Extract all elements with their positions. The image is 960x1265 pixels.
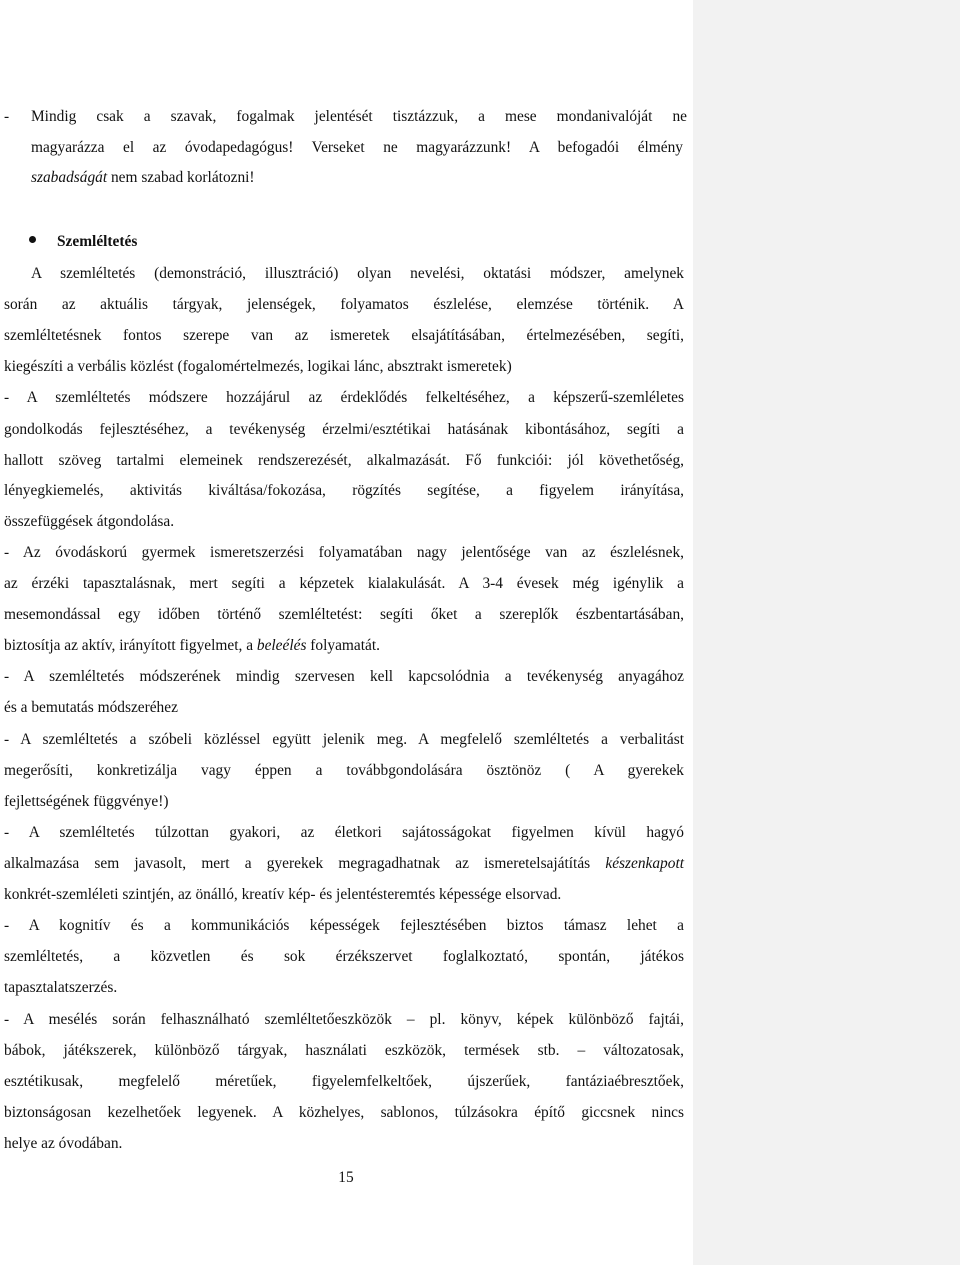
body-line: összefüggések átgondolása. [4, 513, 175, 530]
body-line: hallott szöveg tartalmi elemeinek rendszerezését, alkalmazását. Fő funkciói: jól követhetőség, [4, 452, 684, 469]
body-line: konkrét-szemléleti szintjén, az önálló, kreatív kép- és jelentésteremtés képessége elsorvad. [4, 886, 562, 903]
intro-emphasis: szabadságát [31, 169, 108, 186]
intro-line-3 [31, 168, 711, 188]
body-line: - A szemléltetés a szóbeli közléssel együtt jelenik meg. A megfelelő szemléltetés a verbalitást [4, 731, 684, 748]
section-heading: Szemléltetés [57, 233, 138, 250]
body-line: A szemléltetés (demonstráció, illusztráció) olyan nevelési, oktatási módszer, amelynek [31, 265, 684, 282]
body-line: az érzéki tapasztalásnak, mert segíti a képzetek kialakulását. A 3-4 évesek még igénylik a [4, 575, 684, 592]
page-number: 15 [338, 1169, 354, 1186]
body-line: - A szemléltetés módszerének mindig szervesen kell kapcsolódnia a tevékenység anyagához [4, 668, 684, 685]
body-line: - A szemléltetés túlzottan gyakori, az életkori sajátosságokat figyelmen kívül hagyó [4, 824, 684, 841]
body-line: szemléltetés, a közvetlen és sok érzékszervet foglalkoztató, spontán, játékos [4, 948, 684, 965]
bullet-icon [29, 236, 36, 243]
body-line: fejlettségének függvénye!) [4, 793, 169, 810]
body-line: megerősíti, konkretizálja vagy éppen a továbbgondolására ösztönöz ( A gyerekek [4, 762, 684, 779]
body-line: bábok, játékszerek, különböző tárgyak, használati eszközök, termések stb. – változatosak, [4, 1042, 684, 1059]
intro-text-3: nem szabad korlátozni! [107, 169, 255, 186]
body-line: szemléltetésnek fontos szerepe van az ismeretek elsajátításában, értelmezésében, segíti, [4, 327, 684, 344]
body-line: tapasztalatszerzés. [4, 979, 118, 996]
intro-text-1: Mindig csak a szavak, fogalmak jelentését tisztázzuk, a mese mondanivalóját ne [31, 108, 687, 125]
comment-margin [693, 0, 960, 1265]
body-line: lényegkiemelés, aktivitás kiváltása/fokozása, rögzítés segítése, a figyelem irányítása, [4, 482, 684, 499]
body-line: során az aktuális tárgyak, jelenségek, folyamatos észlelése, elemzése történik. A [4, 296, 684, 313]
body-line: - Az óvodáskorú gyermek ismeretszerzési folyamatában nagy jelentősége van az észlelésnek, [4, 544, 684, 561]
body-line: - A szemléltetés módszere hozzájárul az érdeklődés felkeltéséhez, a képszerű-szemléletes [4, 389, 684, 406]
body-text: biztosítja az aktív, irányított figyelmet, a [4, 637, 257, 654]
body-line [4, 636, 684, 656]
list-dash: - [4, 108, 10, 125]
emphasis-beleeles: beleélés [256, 637, 307, 654]
body-line: helye az óvodában. [4, 1135, 123, 1152]
body-text: alkalmazása sem javasolt, mert a gyerekek megragadhatnak az ismeretelsajátítás [4, 855, 606, 872]
body-line: - A kognitív és a kommunikációs képességek fejlesztésében biztos támasz lehet a [4, 917, 684, 934]
body-line: - A mesélés során felhasználható szemléltetőeszközök – pl. könyv, képek különböző fajtái, [4, 1011, 684, 1028]
body-line: és a bemutatás módszeréhez [4, 699, 178, 716]
body-line: mesemondással egy időben történő szemléltetést: segíti őket a szereplők észbentartásában, [4, 606, 684, 623]
body-line [4, 854, 684, 874]
intro-line-2: magyarázza el az óvodapedagógus! Verseket ne magyarázzunk! A befogadói élmény [31, 139, 683, 156]
body-line: gondolkodás fejlesztéséhez, a tevékenység érzelmi/esztétikai hatásának kibontásához, segíti a [4, 421, 684, 438]
body-line: biztonságosan kezelhetőek legyenek. A közhelyes, sablonos, túlzásokra építő giccsnek nincs [4, 1104, 684, 1121]
emphasis-keszenkapott: készenkapott [605, 855, 684, 872]
body-text: folyamatát. [306, 637, 380, 654]
body-line: kiegészíti a verbális közlést (fogalomértelmezés, logikai lánc, absztrakt ismeretek) [4, 358, 512, 375]
body-line: esztétikusak, megfelelő méretűek, figyelemfelkeltőek, újszerűek, fantáziaébresztőek, [4, 1073, 684, 1090]
